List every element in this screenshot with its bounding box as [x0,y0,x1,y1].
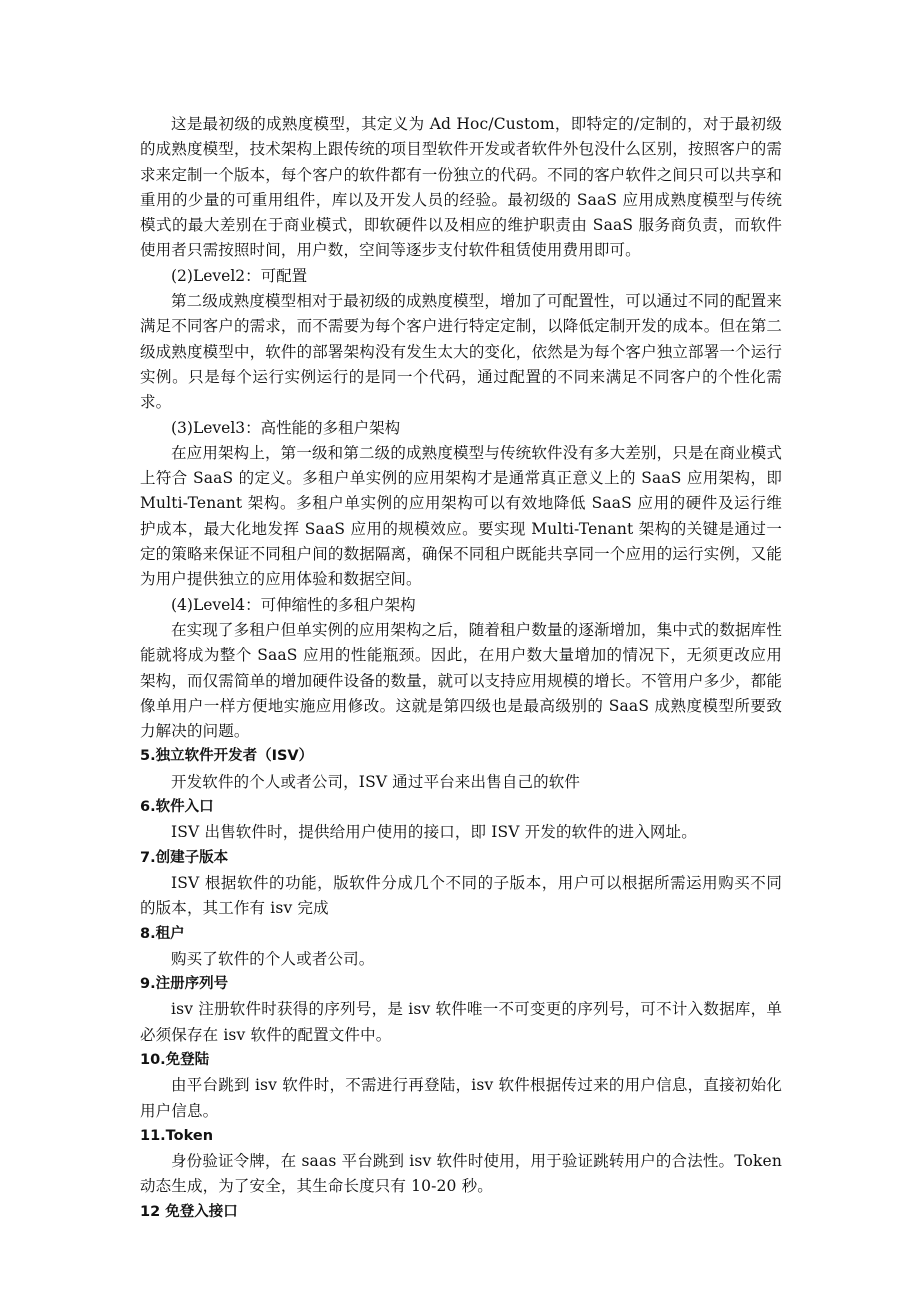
paragraph-isv: 开发软件的个人或者公司，ISV 通过平台来出售自己的软件 [171,772,581,791]
subheading-level3: (3)Level3：高性能的多租户架构 [171,418,401,437]
subheading-level2: (2)Level2：可配置 [171,266,308,285]
heading-sso-interface: 12 免登入接口 [140,1203,238,1220]
paragraph-serial-number: isv 注册软件时获得的序列号，是 isv 软件唯一不可变更的序列号，可不计入数据库，单必须保存在 isv 软件的配置文件中。 [140,1000,782,1044]
heading-sso: 10.免登陆 [140,1051,210,1068]
subheading-level4: (4)Level4：可伸缩性的多租户架构 [171,595,416,614]
heading-tenant: 8.租户 [140,925,185,942]
document-body [140,112,782,1225]
paragraph-level1-description: 这是最初级的成熟度模型，其定义为 Ad Hoc/Custom，即特定的/定制的，对于最初级的成熟度模型，技术架构上跟传统的项目型软件开发或者软件外包没什么区别，按照客户的需求来定制一个版本，每个客户的软件都有一份独立的代码。不同的客户软件之间只可以共享和重用的少量的可重用组件，库以及开发人员的经验。最初级的 SaaS 应用成熟度模型与传统模式的最大差别在于商业模式，即软硬件以及相应的维护职责由 SaaS 服务商负责，而软件使用者只需按照时间，用户数，空间等逐步支付软件租赁使用费用即可。 [140,115,782,260]
heading-create-subversion: 7.创建子版本 [140,849,229,866]
paragraph-token: 身份验证令牌，在 saas 平台跳到 isv 软件时使用，用于验证跳转用户的合法性。Token 动态生成，为了安全，其生命长度只有 10-20 秒。 [140,1152,782,1196]
heading-software-entry: 6.软件入口 [140,799,214,816]
paragraph-level3-description: 在应用架构上，第一级和第二级的成熟度模型与传统软件没有多大差别，只是在商业模式上符合 SaaS 的定义。多租户单实例的应用架构才是通常真正意义上的 SaaS 应用架构，即 Multi-Tenant 架构。多租户单实例的应用架构可以有效地降低 SaaS 应用的硬件及运行维护成本，最大化地发挥 SaaS 应用的规模效应。要实现 Multi-Tenant 架构的关键是通过一定的策略来保证不同租户间的数据隔离，确保不同租户既能共享同一个应用的运行实例，又能为用户提供独立的应用体验和数据空间。 [140,443,782,589]
heading-isv: 5.独立软件开发者（ISV） [140,748,314,765]
paragraph-level4-description: 在实现了多租户但单实例的应用架构之后，随着租户数量的逐渐增加，集中式的数据库性能就将成为整个 SaaS 应用的性能瓶颈。因此，在用户数大量增加的情况下，无须更改应用架构，而仅需简单的增加硬件设备的数量，就可以支持应用规模的增长。不管用户多少，都能像单用户一样方便地实施应用修改。这就是第四级也是最高级别的 SaaS 成熟度模型所要致力解决的问题。 [140,620,782,741]
paragraph-create-subversion: ISV 根据软件的功能，版软件分成几个不同的子版本，用户可以根据所需运用购买不同的版本，其工作有 isv 完成 [140,873,782,918]
paragraph-software-entry: ISV 出售软件时，提供给用户使用的接口，即 ISV 开发的软件的进入网址。 [171,823,697,842]
heading-token: 11.Token [140,1127,214,1144]
paragraph-level2-description: 第二级成熟度模型相对于最初级的成熟度模型，增加了可配置性，可以通过不同的配置来满足不同客户的需求，而不需要为每个客户进行特定定制，以降低定制开发的成本。但在第二级成熟度模型中，软件的部署架构没有发生太大的变化，依然是为每个客户独立部署一个运行实例。只是每个运行实例运行的是同一个代码，通过配置的不同来满足不同客户的个性化需求。 [140,292,782,412]
heading-serial-number: 9.注册序列号 [140,976,229,993]
paragraph-sso: 由平台跳到 isv 软件时，不需进行再登陆，isv 软件根据传过来的用户信息，直接初始化用户信息。 [140,1076,782,1120]
paragraph-tenant: 购买了软件的个人或者公司。 [171,949,375,968]
